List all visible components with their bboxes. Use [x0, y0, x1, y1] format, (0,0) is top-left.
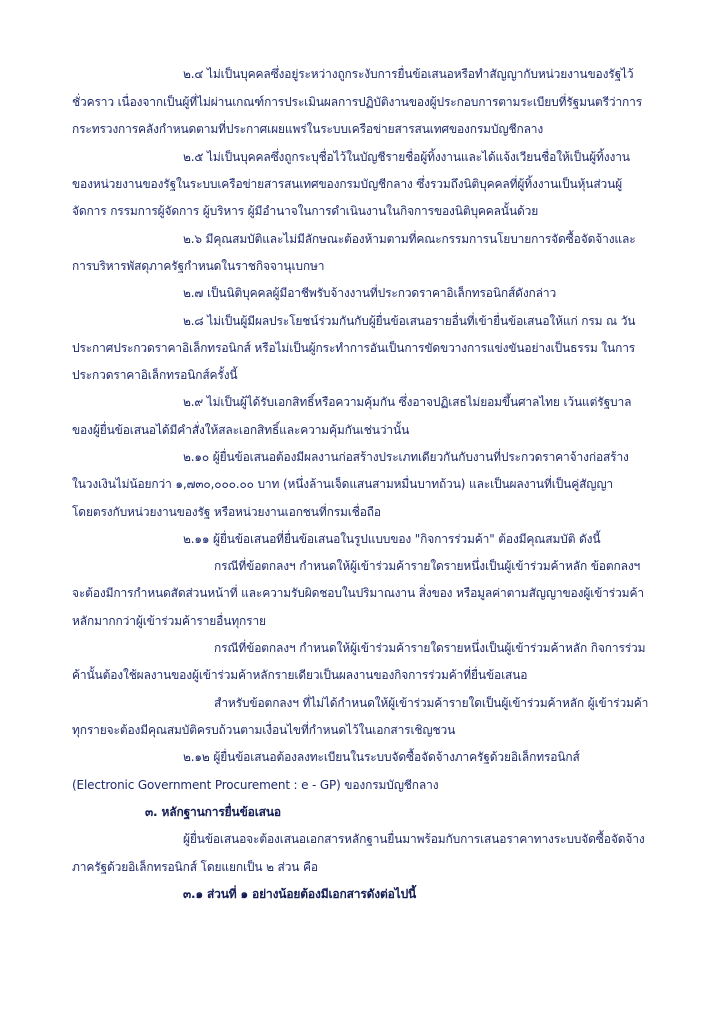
clause-2-11-case-1-line-1: กรณีที่ข้อตกลงฯ กำหนดให้ผู้เข้าร่วมค้ารายใดรายหนึ่งเป็นผู้เข้าร่วมค้าหลัก ข้อตกลงฯ	[214, 559, 641, 573]
clause-2-11-case-3-line-2: ทุกรายจะต้องมีคุณสมบัติครบถ้วนตามเงื่อนไขที่กำหนดไว้ในเอกสารเชิญชวน	[72, 723, 456, 737]
section-3-line-1: ผู้ยื่นข้อเสนอจะต้องเสนอเอกสารหลักฐานยื่นมาพร้อมกับการเสนอราคาทางระบบจัดซื้อจัดจ้าง	[183, 832, 645, 846]
clause-2-9-line-1: ๒.๙ ไม่เป็นผู้ได้รับเอกสิทธิ์หรือความคุ้มกัน ซึ่งอาจปฏิเสธไม่ยอมขึ้นศาลไทย เว้นแต่รัฐบาล	[183, 395, 632, 409]
clause-2-4-line-2: ชั่วคราว เนื่องจากเป็นผู้ที่ไม่ผ่านเกณฑ์การประเมินผลการปฏิบัติงานของผู้ประกอบการตามระเบียบที่รัฐมนตรีว่าการ	[72, 95, 643, 109]
clause-2-10-line-3: โดยตรงกับหน่วยงานของรัฐ หรือหน่วยงานเอกชนที่กรมเชื่อถือ	[72, 505, 381, 519]
clause-2-5-line-3: จัดการ กรรมการผู้จัดการ ผู้บริหาร ผู้มีอำนาจในการดำเนินงานในกิจการของนิติบุคคลนั้นด้วย	[72, 204, 539, 218]
clause-2-10-line-2: ในวงเงินไม่น้อยกว่า ๑,๗๓๐,๐๐๐.๐๐ บาท (หนึ่งล้านเจ็ดแสนสามหมื่นบาทถ้วน) และเป็นผลงานที่เป็นคู่สัญญา	[72, 477, 614, 491]
clause-2-12-line-2: (Electronic Government Procurement : e - GP) ของกรมบัญชีกลาง	[72, 778, 439, 792]
clause-2-11-case-1-line-2: จะต้องมีการกำหนดสัดส่วนหน้าที่ และความรับผิดชอบในปริมาณงาน สิ่งของ หรือมูลค่าตามสัญญาของผู้เข้าร่วมค้า	[72, 586, 644, 600]
clause-2-4-line-1: ๒.๔ ไม่เป็นบุคคลซึ่งอยู่ระหว่างถูกระงับการยื่นข้อเสนอหรือทำสัญญากับหน่วยงานของรัฐไว้	[183, 67, 634, 81]
clause-2-5-line-1: ๒.๕ ไม่เป็นบุคคลซึ่งถูกระบุชื่อไว้ในบัญชีรายชื่อผู้ทิ้งงานและได้แจ้งเวียนชื่อให้เป็นผู้ทิ้งงาน	[183, 150, 630, 164]
clause-2-8-line-3: ประกวดราคาอิเล็กทรอนิกส์ครั้งนี้	[72, 368, 238, 382]
clause-2-6-line-2: การบริหารพัสดุภาครัฐกำหนดในราชกิจจานุเบกษา	[72, 259, 325, 273]
section-3-1-heading: ๓.๑ ส่วนที่ ๑ อย่างน้อยต้องมีเอกสารดังต่อไปนี้	[183, 887, 417, 901]
section-3-line-2: ภาครัฐด้วยอิเล็กทรอนิกส์ โดยแยกเป็น ๒ ส่วน คือ	[72, 860, 318, 874]
clause-2-4-line-3: กระทรวงการคลังกำหนดตามที่ประกาศเผยแพร่ในระบบเครือข่ายสารสนเทศของกรมบัญชีกลาง	[72, 122, 544, 136]
clause-2-8-line-1: ๒.๘ ไม่เป็นผู้มีผลประโยชน์ร่วมกันกับผู้ยื่นข้อเสนอรายอื่นที่เข้ายื่นข้อเสนอให้แก่ กรม ณ วัน	[183, 314, 636, 328]
clause-2-7-line-1: ๒.๗ เป็นนิติบุคคลผู้มีอาชีพรับจ้างงานที่ประกวดราคาอิเล็กทรอนิกส์ดังกล่าว	[183, 286, 557, 300]
clause-2-11-case-3-line-1: สำหรับข้อตกลงฯ ที่ไม่ได้กำหนดให้ผู้เข้าร่วมค้ารายใดเป็นผู้เข้าร่วมค้าหลัก ผู้เข้าร่วมค้า	[214, 696, 649, 710]
clause-2-11-case-1-line-3: หลักมากกว่าผู้เข้าร่วมค้ารายอื่นทุกราย	[72, 614, 266, 628]
clause-2-12-line-1: ๒.๑๒ ผู้ยื่นข้อเสนอต้องลงทะเบียนในระบบจัดซื้อจัดจ้างภาครัฐด้วยอิเล็กทรอนิกส์	[183, 750, 580, 764]
clause-2-5-line-2: ของหน่วยงานของรัฐในระบบเครือข่ายสารสนเทศของกรมบัญชีกลาง ซึ่งรวมถึงนิติบุคคลที่ผู้ทิ้งงานเป็นหุ้นส่วนผู้	[72, 177, 623, 191]
clause-2-11-case-2-line-1: กรณีที่ข้อตกลงฯ กำหนดให้ผู้เข้าร่วมค้ารายใดรายหนึ่งเป็นผู้เข้าร่วมค้าหลัก กิจการร่วม	[214, 641, 646, 655]
clause-2-8-line-2: ประกาศประกวดราคาอิเล็กทรอนิกส์ หรือไม่เป็นผู้กระทำการอันเป็นการขัดขวางการแข่งขันอย่างเป็นธรรม ในการ	[72, 341, 636, 355]
clause-2-11-case-2-line-2: ค้านั้นต้องใช้ผลงานของผู้เข้าร่วมค้าหลักรายเดียวเป็นผลงานของกิจการร่วมค้าที่ยื่นข้อเสนอ	[72, 668, 528, 682]
clause-2-11-line-1: ๒.๑๑ ผู้ยื่นข้อเสนอที่ยื่นข้อเสนอในรูปแบบของ "กิจการร่วมค้า" ต้องมีคุณสมบัติ ดังนี้	[183, 532, 601, 546]
section-3-heading: ๓. หลักฐานการยื่นข้อเสนอ	[145, 805, 281, 819]
clause-2-9-line-2: ของผู้ยื่นข้อเสนอได้มีคำสั่งให้สละเอกสิทธิ์และความคุ้มกันเช่นว่านั้น	[72, 423, 410, 437]
clause-2-6-line-1: ๒.๖ มีคุณสมบัติและไม่มีลักษณะต้องห้ามตามที่คณะกรรมการนโยบายการจัดซื้อจัดจ้างและ	[183, 232, 636, 246]
clause-2-10-line-1: ๒.๑๐ ผู้ยื่นข้อเสนอต้องมีผลงานก่อสร้างประเภทเดียวกันกับงานที่ประกวดราคาจ้างก่อสร้าง	[183, 450, 629, 464]
